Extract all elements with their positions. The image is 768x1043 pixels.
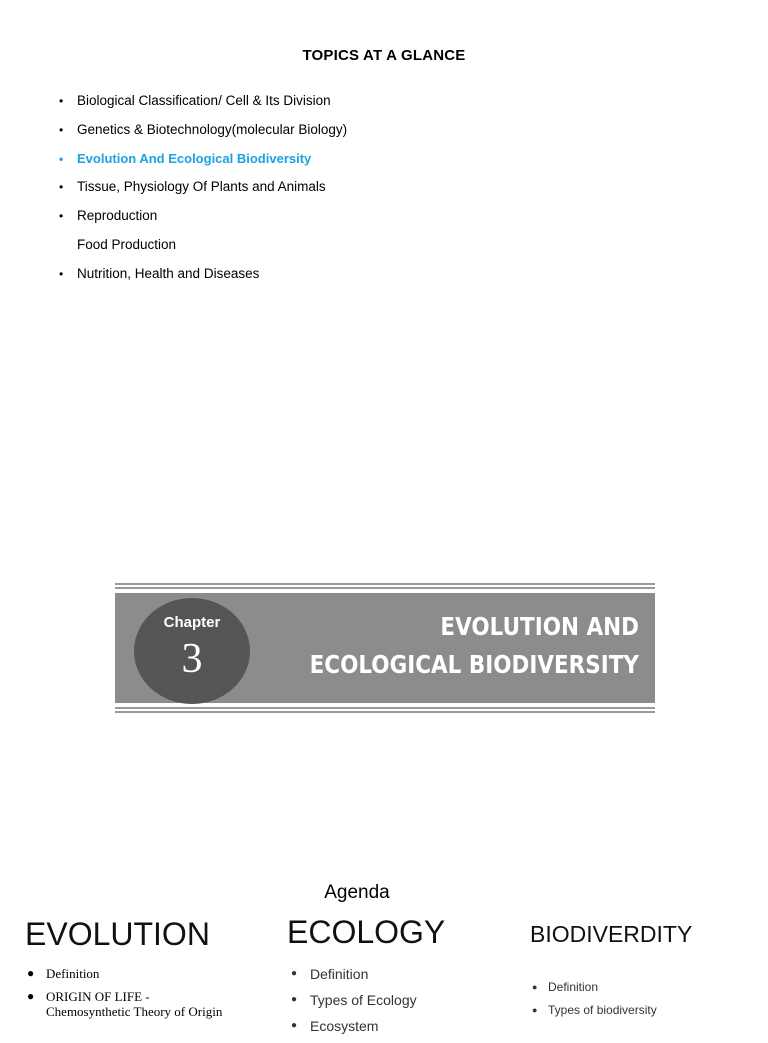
chapter-title-line2: ECOLOGICAL BIODIVERSITY xyxy=(309,650,639,679)
list-item xyxy=(23,966,222,981)
banner-top-rule xyxy=(115,583,655,585)
topic-item xyxy=(57,176,347,205)
topics-list xyxy=(57,90,347,292)
topic-label: Nutrition, Health and Diseases xyxy=(77,265,260,281)
bullet-icon: ● xyxy=(291,1020,298,1031)
banner-top-rule xyxy=(115,587,655,589)
banner-bottom-rule xyxy=(115,707,655,709)
bullet-icon: ● xyxy=(532,1005,538,1015)
list-item xyxy=(287,991,417,1009)
topic-label: Evolution And Ecological Biodiversity xyxy=(77,150,312,166)
bullet-icon: ● xyxy=(27,989,35,1003)
list-item-label: Definition xyxy=(46,966,100,981)
list-item-label: Types of Ecology xyxy=(310,992,417,1008)
chapter-title xyxy=(310,608,639,684)
bullet-icon: ● xyxy=(291,968,298,979)
topic-item xyxy=(57,90,347,119)
list-item xyxy=(23,989,222,1019)
bullet-icon: ● xyxy=(27,966,35,980)
bullet-icon: ● xyxy=(291,994,298,1005)
bullet-icon: • xyxy=(59,266,64,281)
list-item xyxy=(530,980,657,995)
list-item xyxy=(287,1017,417,1035)
topic-label: Food Production xyxy=(77,236,177,252)
bullet-icon: • xyxy=(59,209,64,224)
list-item xyxy=(530,1003,657,1018)
list-item xyxy=(287,965,417,983)
topic-item xyxy=(57,263,347,292)
topic-label: Genetics & Biotechnology(molecular Biology) xyxy=(77,121,348,137)
topic-item-active xyxy=(57,148,347,177)
bullet-icon: • xyxy=(59,180,64,195)
topics-title: TOPICS AT A GLANCE xyxy=(302,47,466,64)
list-item-label: Definition xyxy=(548,980,599,994)
evolution-list xyxy=(23,966,222,1027)
topic-label: Tissue, Physiology Of Plants and Animals xyxy=(77,179,326,195)
list-item-label: Types of biodiversity xyxy=(548,1003,657,1017)
list-item-label: ORIGIN OF LIFE - Chemosynthetic Theory of Origin xyxy=(46,989,223,1019)
biodiversity-heading: BIODIVERDITY xyxy=(530,921,693,947)
topic-label: Reproduction xyxy=(77,208,158,224)
ecology-heading: ECOLOGY xyxy=(287,914,446,950)
banner-bottom-rule xyxy=(115,711,655,713)
evolution-heading: EVOLUTION xyxy=(25,916,210,952)
list-item-label: Definition xyxy=(310,966,369,982)
agenda-title: Agenda xyxy=(324,882,390,903)
topic-item xyxy=(57,205,347,234)
bullet-icon: • xyxy=(59,151,64,166)
biodiversity-list xyxy=(530,980,657,1026)
bullet-icon: • xyxy=(59,122,64,137)
ecology-list xyxy=(287,965,417,1043)
bullet-icon: ● xyxy=(532,982,538,992)
chapter-banner xyxy=(115,583,655,714)
topic-label: Biological Classification/ Cell & Its Division xyxy=(77,93,331,108)
topic-item xyxy=(57,234,347,263)
topic-item xyxy=(57,119,347,148)
chapter-label: Chapter xyxy=(163,614,221,631)
bullet-icon: • xyxy=(59,94,64,108)
chapter-title-line1: EVOLUTION AND xyxy=(440,612,639,641)
list-item-label: Ecosystem xyxy=(310,1018,379,1034)
chapter-number: 3 xyxy=(181,636,203,682)
